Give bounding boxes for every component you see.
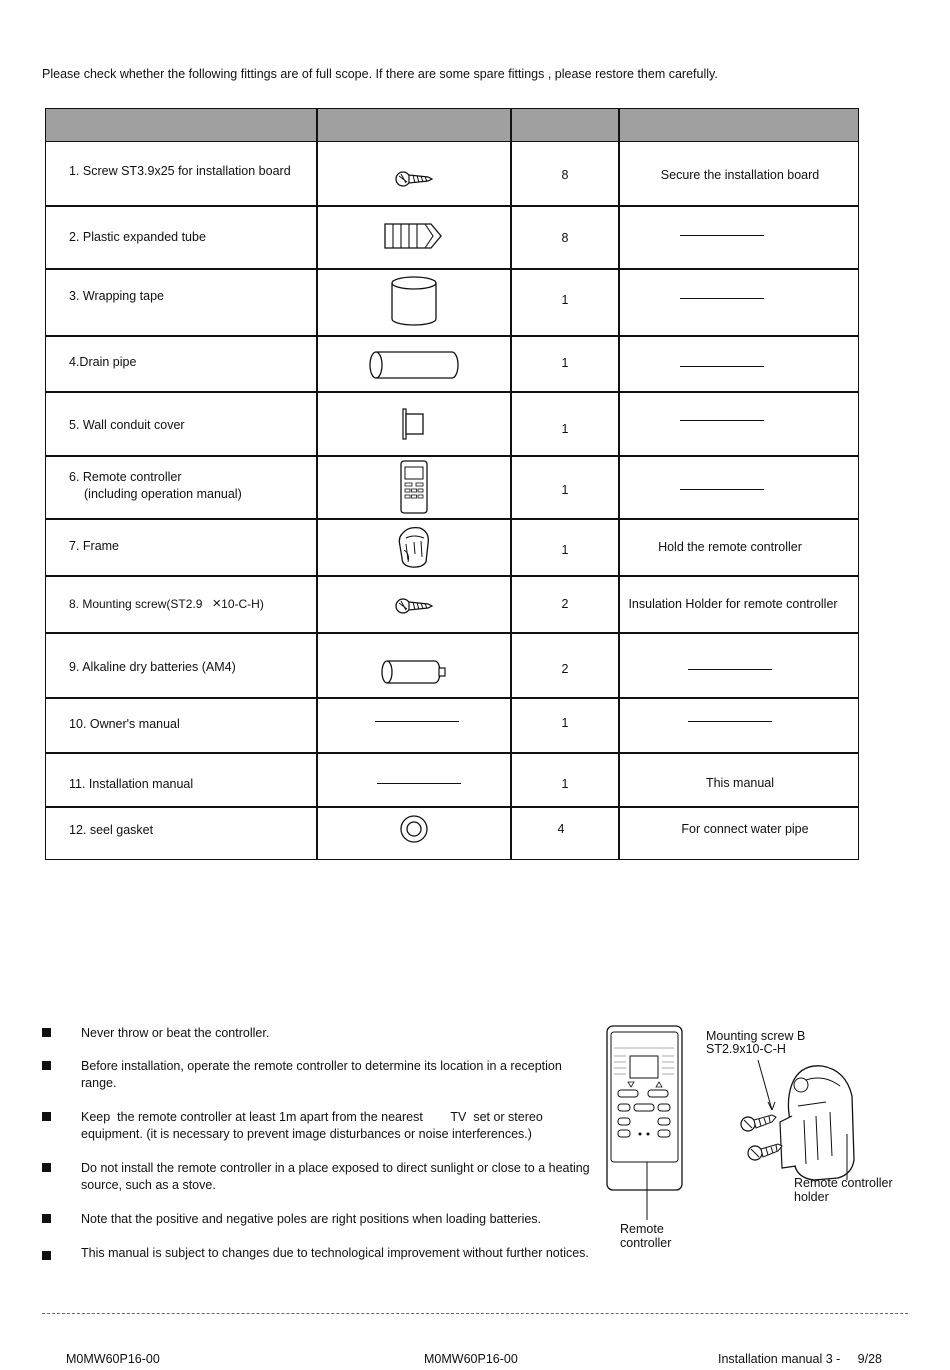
- fitting-name-detail: (including operation manual): [84, 487, 242, 501]
- remote-controller-icon: [317, 459, 511, 515]
- gasket-icon: [317, 814, 511, 844]
- fitting-name: 9. Alkaline dry batteries (AM4): [69, 660, 236, 674]
- table-row: [45, 518, 859, 575]
- footer-divider: [42, 1313, 908, 1314]
- fitting-name: 6. Remote controller: [69, 470, 182, 484]
- remote-controller-drawing: [607, 1026, 682, 1220]
- fitting-name: 1. Screw ST3.9x25 for installation board: [69, 164, 291, 178]
- blank-dash: [377, 783, 461, 784]
- blank-dash: [680, 366, 764, 367]
- fitting-name: 4.Drain pipe: [69, 355, 137, 369]
- frame-icon: [317, 524, 511, 570]
- fitting-qty: 8: [561, 231, 569, 245]
- fitting-qty: 1: [561, 716, 569, 730]
- bullet-icon: [42, 1163, 51, 1172]
- blank-dash: [688, 721, 772, 722]
- table-row: [45, 268, 859, 335]
- footer-doc-code-left: M0MW60P16-00: [66, 1352, 160, 1366]
- fitting-name: 7. Frame: [69, 539, 120, 553]
- fitting-name: 2. Plastic expanded tube: [69, 230, 206, 244]
- fitting-use: Secure the installation board: [660, 168, 820, 182]
- fitting-name: 8. Mounting screw(ST2.9 ×10-C-H): [69, 595, 264, 612]
- mounting-screw-spec: ST2.9x10-C-H: [706, 1042, 786, 1056]
- fitting-qty: 1: [561, 293, 569, 307]
- mounting-screw-label: Mounting screw B: [706, 1029, 806, 1043]
- fitting-qty: 1: [561, 483, 569, 497]
- bullet-icon: [42, 1112, 51, 1121]
- fitting-qty: 2: [561, 597, 569, 611]
- fitting-name: 12. seel gasket: [69, 823, 154, 837]
- blank-dash: [680, 420, 764, 421]
- table-row: [45, 391, 859, 455]
- remote-mounting-figure: [600, 1020, 920, 1260]
- footer-doc-code-center: M0MW60P16-00: [424, 1352, 518, 1366]
- holder-label: Remote controller: [794, 1176, 893, 1190]
- blank-dash: [680, 489, 764, 490]
- bullet-icon: [42, 1061, 51, 1070]
- fitting-qty: 4: [557, 822, 565, 836]
- fitting-name: 11. Installation manual: [69, 777, 194, 791]
- bullet-icon: [42, 1214, 51, 1223]
- fitting-qty: 1: [561, 422, 569, 436]
- fitting-name: 10. Owner's manual: [69, 717, 180, 731]
- fitting-use: Hold the remote controller: [658, 540, 802, 554]
- remote-label-2: controller: [620, 1236, 672, 1250]
- screw-icon: [317, 591, 511, 621]
- table-row: [45, 752, 859, 806]
- table-row: [45, 697, 859, 752]
- fitting-qty: 2: [561, 662, 569, 676]
- table-row: [45, 632, 859, 697]
- fitting-use: This manual: [705, 776, 775, 790]
- expanded-tube-icon: [317, 222, 511, 250]
- table-row: [45, 575, 859, 632]
- drain-pipe-icon: [317, 350, 511, 380]
- fitting-name: 3. Wrapping tape: [69, 289, 164, 303]
- footer-page-number: Installation manual 3 - 9/28: [718, 1352, 882, 1366]
- blank-dash: [680, 298, 764, 299]
- blank-dash: [375, 721, 459, 722]
- table-row: [45, 335, 859, 391]
- blank-dash: [680, 235, 764, 236]
- bullet-icon: [42, 1251, 51, 1260]
- fitting-use: Insulation Holder for remote controller: [628, 597, 838, 611]
- battery-icon: [317, 659, 511, 685]
- fitting-qty: 8: [561, 168, 569, 182]
- fittings-table: [45, 108, 859, 860]
- screw-drawing: [741, 1060, 782, 1160]
- table-row: [45, 142, 859, 205]
- table-row: [45, 205, 859, 268]
- intro-text: Please check whether the following fittings are of full scope. If there are some spare fittings , please restore them carefully.: [42, 67, 718, 81]
- holder-label-2: holder: [794, 1190, 829, 1204]
- bullet-icon: [42, 1028, 51, 1037]
- wrapping-tape-icon: [317, 275, 511, 327]
- remote-label: Remote: [620, 1222, 664, 1236]
- fitting-qty: 1: [561, 777, 569, 791]
- table-row: [45, 455, 859, 518]
- fitting-name: 5. Wall conduit cover: [69, 418, 185, 432]
- remote-holder-drawing: [780, 1066, 854, 1180]
- fitting-use: For connect water pipe: [681, 822, 809, 836]
- fitting-qty: 1: [561, 543, 569, 557]
- blank-dash: [688, 669, 772, 670]
- screw-icon: [317, 164, 511, 194]
- fitting-qty: 1: [561, 356, 569, 370]
- table-row: [45, 806, 859, 860]
- conduit-cover-icon: [317, 407, 511, 441]
